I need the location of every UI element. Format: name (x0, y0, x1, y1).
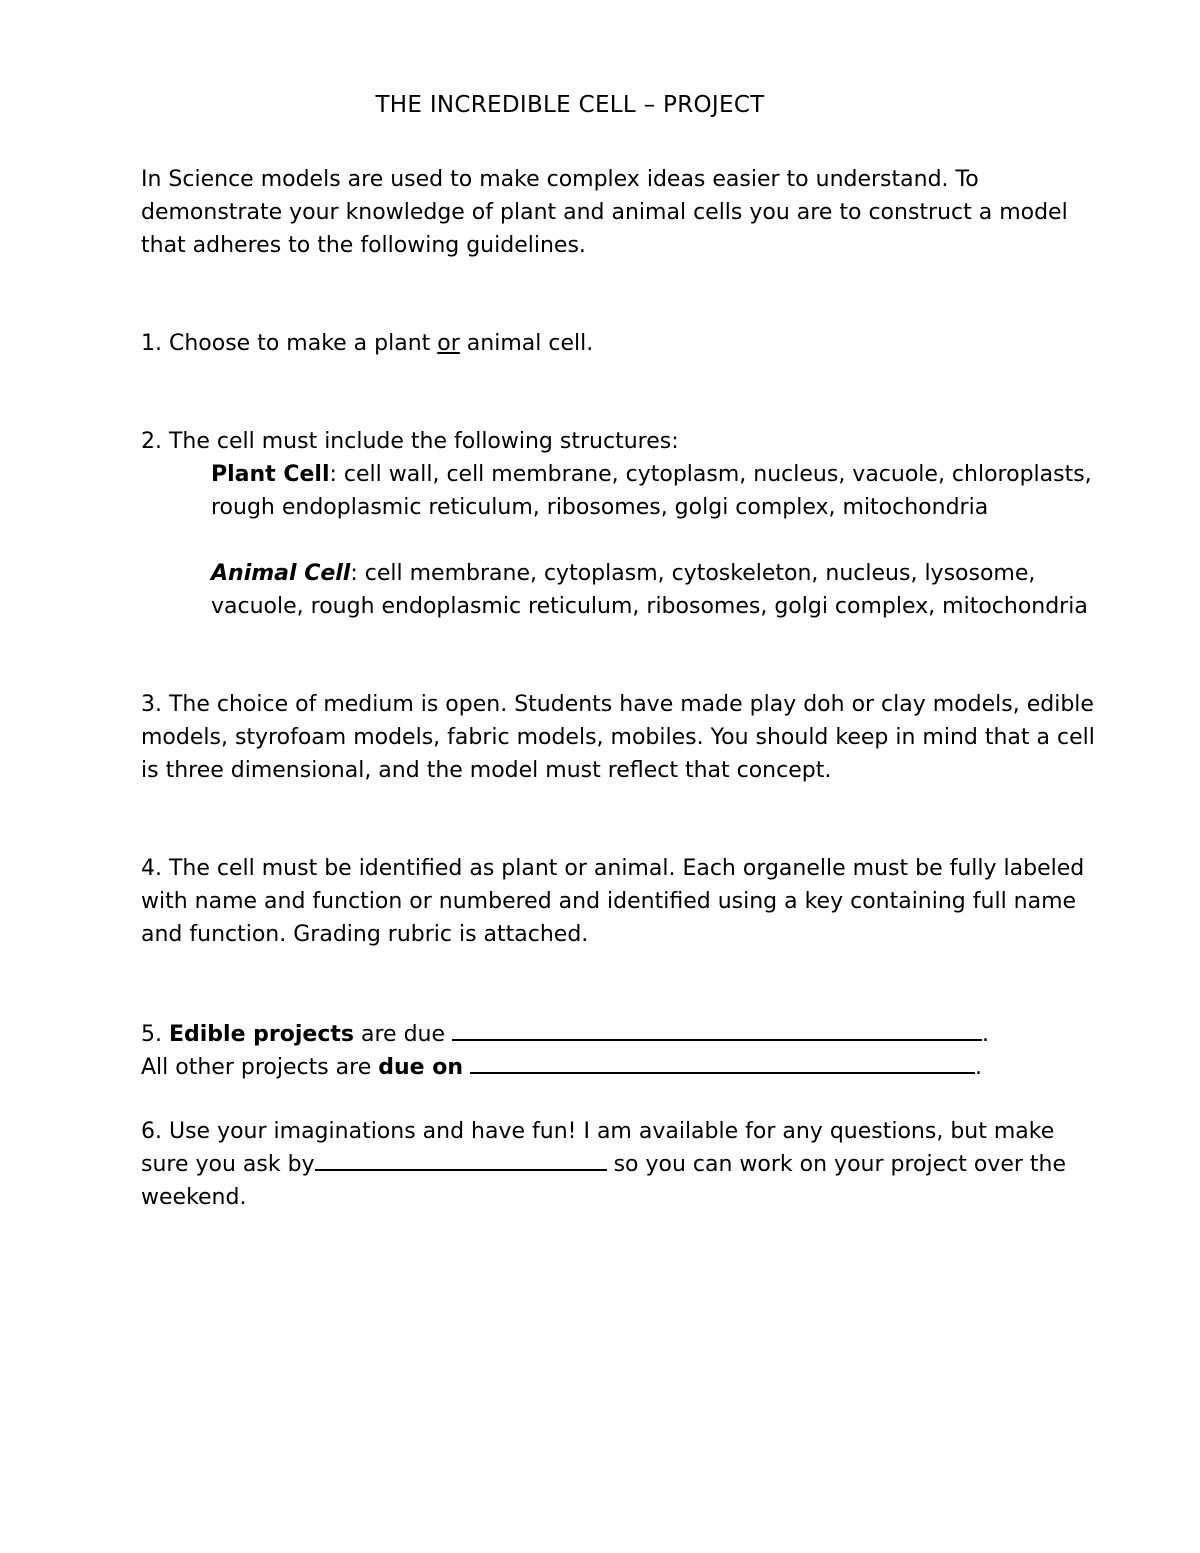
animal-cell-label: Animal Cell (211, 561, 351, 586)
intro-paragraph (141, 163, 1091, 262)
guideline-6 (141, 1115, 1091, 1214)
animal-cell-list: : cell membrane, cytoplasm, cytoskeleton, nucleus, lysosome, (350, 561, 1036, 586)
guideline-3-line: is three dimensional, and the model must reflect that concept. (141, 758, 832, 783)
intro-line: In Science models are used to make complex ideas easier to understand. To (141, 167, 979, 192)
animal-cell-structures (211, 557, 1091, 623)
guideline-6-line: weekend. (141, 1185, 247, 1210)
guideline-3-line: 3. The choice of medium is open. Students have made play doh or clay models, edible (141, 692, 1094, 717)
edible-projects-label: Edible projects (168, 1022, 354, 1047)
other-due-date-blank[interactable] (470, 1052, 975, 1074)
document-title: THE INCREDIBLE CELL – PROJECT (375, 92, 765, 118)
guideline-2-intro: 2. The cell must include the following structures: (141, 429, 679, 454)
guideline-5-period: . (982, 1022, 990, 1047)
guideline-5-period-2: . (975, 1055, 983, 1080)
guideline-5-text: are due (354, 1022, 453, 1047)
due-on-label: due on (378, 1055, 464, 1080)
intro-line: that adheres to the following guidelines. (141, 233, 586, 258)
plant-cell-label: Plant Cell (211, 462, 330, 487)
other-projects-text: All other projects are (141, 1055, 379, 1080)
guideline-1-text-end: animal cell. (459, 331, 594, 356)
intro-line: demonstrate your knowledge of plant and animal cells you are to construct a model (141, 200, 1068, 225)
plant-cell-list: : cell wall, cell membrane, cytoplasm, nucleus, vacuole, chloroplasts, (329, 462, 1092, 487)
guideline-6-line: 6. Use your imaginations and have fun! I am available for any questions, but make (141, 1119, 1055, 1144)
guideline-2 (141, 425, 1091, 458)
guideline-4 (141, 852, 1091, 951)
plant-cell-list: rough endoplasmic reticulum, ribosomes, golgi complex, mitochondria (211, 495, 989, 520)
guideline-6-text: sure you ask by (141, 1152, 315, 1177)
ask-by-blank[interactable] (315, 1149, 607, 1171)
guideline-3-line: models, styrofoam models, fabric models, mobiles. You should keep in mind that a cell (141, 725, 1095, 750)
animal-cell-list: vacuole, rough endoplasmic reticulum, ribosomes, golgi complex, mitochondria (211, 594, 1088, 619)
guideline-1 (141, 327, 1091, 360)
guideline-4-line: 4. The cell must be identified as plant or animal. Each organelle must be fully labeled (141, 856, 1085, 881)
guideline-6-text-end: so you can work on your project over the (606, 1152, 1067, 1177)
guideline-5 (141, 1018, 1091, 1084)
guideline-3 (141, 688, 1095, 787)
edible-due-date-blank[interactable] (452, 1019, 982, 1041)
guideline-4-line: and function. Grading rubric is attached. (141, 922, 589, 947)
guideline-5-number: 5. (141, 1022, 169, 1047)
guideline-4-line: with name and function or numbered and identified using a key containing full name (141, 889, 1077, 914)
guideline-1-text: 1. Choose to make a plant (141, 331, 438, 356)
guideline-1-underlined: or (437, 331, 460, 356)
plant-cell-structures (211, 458, 1091, 524)
